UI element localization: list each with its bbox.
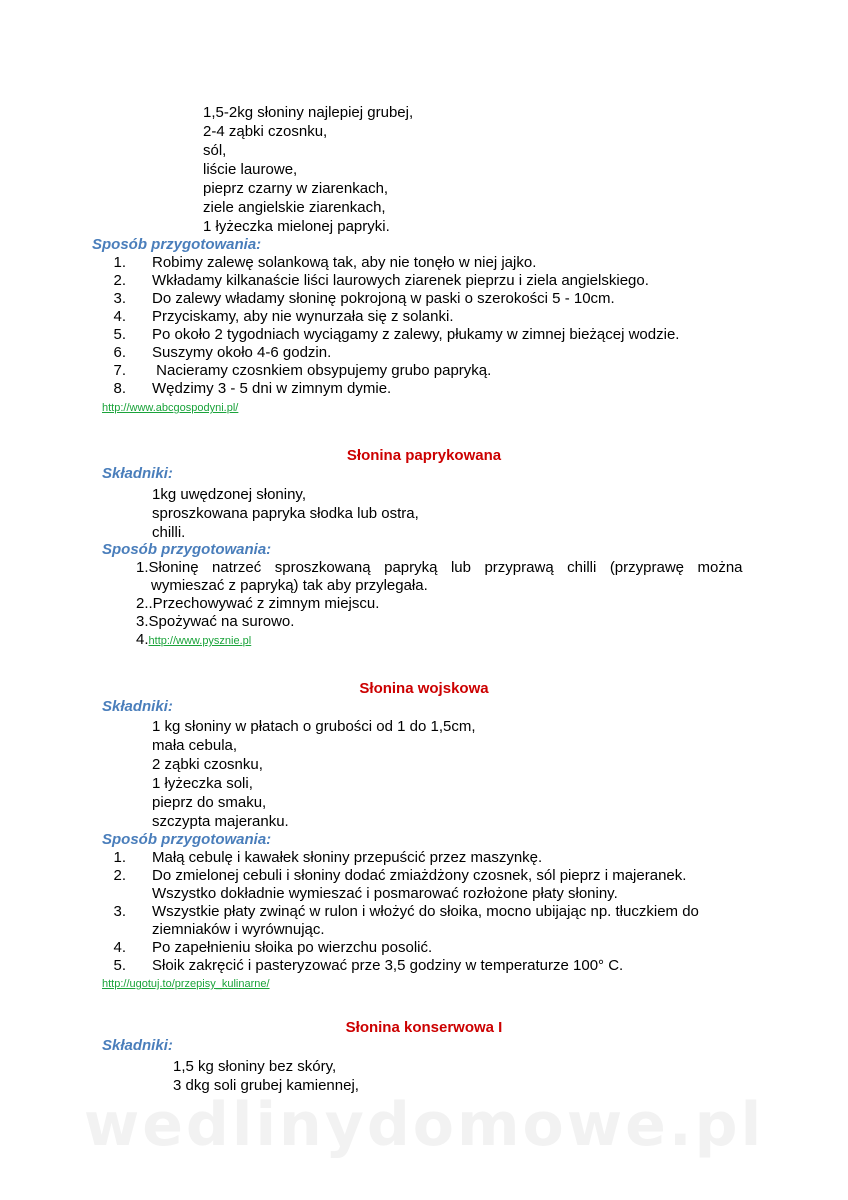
step-item bbox=[104, 867, 699, 885]
step-item bbox=[104, 921, 699, 939]
ingredient-item: liście laurowe, bbox=[203, 161, 298, 178]
step-number: 3. bbox=[113, 903, 126, 920]
recipe2-step-1-cont: wymieszać z papryką) tak aby przylegała. bbox=[151, 577, 428, 594]
step-text: Spożywać na surowo. bbox=[148, 613, 295, 630]
step-number: 6. bbox=[113, 344, 126, 361]
ingredient-item: sól, bbox=[203, 142, 227, 159]
step-text: Po około 2 tygodniach wyciągamy z zalewy, płukamy w zimnej bieżącej wodzie. bbox=[152, 326, 680, 343]
recipe4-title: Słonina konserwowa I bbox=[345, 1019, 503, 1036]
step-item bbox=[104, 344, 679, 362]
ingredient-item: pieprz do smaku, bbox=[152, 794, 267, 811]
step-number: 4. bbox=[113, 939, 126, 956]
step-text: Robimy zalewę solankową tak, aby nie tonęło w niej jajko. bbox=[152, 254, 537, 271]
step-text: Do zmielonej cebuli i słoniny dodać zmiażdżony czosnek, sól pieprz i majeranek. bbox=[152, 867, 687, 884]
step-number: 8. bbox=[113, 380, 126, 397]
step-number: 1. bbox=[113, 849, 126, 866]
step-number: 3. bbox=[136, 613, 149, 630]
recipe2-step-3 bbox=[136, 613, 294, 631]
step-number: 7. bbox=[113, 362, 126, 379]
recipe3-method-header: Sposób przygotowania: bbox=[102, 831, 272, 848]
ingredient-item: 1 łyżeczka mielonej papryki. bbox=[203, 218, 390, 235]
step-item bbox=[104, 903, 699, 921]
ingredient-item: 1 łyżeczka soli, bbox=[152, 775, 253, 792]
ingredient-item: mała cebula, bbox=[152, 737, 238, 754]
recipe4-ingredients-header: Składniki: bbox=[102, 1037, 173, 1054]
step-number: 5. bbox=[113, 957, 126, 974]
recipe2-ingredients-header: Składniki: bbox=[102, 465, 173, 482]
recipe1-ingredients bbox=[203, 103, 413, 236]
step-number: 1. bbox=[136, 559, 149, 576]
step-number: 5. bbox=[113, 326, 126, 343]
step-text: ziemniaków i wyrównując. bbox=[152, 921, 325, 938]
recipe2-step-2 bbox=[136, 595, 379, 613]
step-number: 4. bbox=[136, 631, 149, 648]
ingredient-item: ziele angielskie ziarenkach, bbox=[203, 199, 386, 216]
watermark: wedlinydomowe.pl bbox=[83, 1090, 765, 1160]
ingredient-item: 3 dkg soli grubej kamiennej, bbox=[173, 1077, 359, 1094]
step-text: .Przechowywać z zimnym miejscu. bbox=[148, 595, 380, 612]
step-text: Wszystkie płaty zwinąć w rulon i włożyć do słoika, mocno ubijając np. tłuczkiem do bbox=[152, 903, 699, 920]
recipe1-method-header: Sposób przygotowania: bbox=[92, 236, 262, 253]
step-text: Suszymy około 4-6 godzin. bbox=[152, 344, 332, 361]
step-number: 2. bbox=[113, 272, 126, 289]
step-item bbox=[104, 308, 679, 326]
step-text: Słoik zakręcić i pasteryzować prze 3,5 godziny w temperaturze 100° C. bbox=[152, 957, 624, 974]
ingredient-item: 1,5 kg słoniny bez skóry, bbox=[173, 1058, 337, 1075]
step-text: Po zapełnieniu słoika po wierzchu posolić. bbox=[152, 939, 433, 956]
ingredient-item: pieprz czarny w ziarenkach, bbox=[203, 180, 389, 197]
recipe2-source-link[interactable]: http://www.pysznie.pl bbox=[148, 635, 252, 647]
step-text: Słoninę natrzeć sproszkowaną papryką lub przyprawą chilli (przyprawę można bbox=[148, 559, 743, 576]
step-number: 4. bbox=[113, 308, 126, 325]
ingredient-item: chilli. bbox=[152, 524, 186, 541]
recipe2-ingredients bbox=[152, 485, 419, 542]
step-text: Wkładamy kilkanaście liści laurowych ziarenek pieprzu i ziela angielskiego. bbox=[152, 272, 649, 289]
step-text: Przyciskamy, aby nie wynurzała się z solanki. bbox=[152, 308, 454, 325]
recipe3-ingredients-header: Składniki: bbox=[102, 698, 173, 715]
recipe3-steps bbox=[104, 849, 699, 975]
step-number: 2. bbox=[113, 867, 126, 884]
step-item bbox=[104, 326, 679, 344]
recipe2-step-4 bbox=[136, 631, 251, 650]
ingredient-item: sproszkowana papryka słodka lub ostra, bbox=[152, 505, 419, 522]
recipe3-source-link[interactable]: http://ugotuj.to/przepisy_kulinarne/ bbox=[102, 978, 270, 990]
step-item bbox=[104, 380, 679, 398]
step-item bbox=[104, 290, 679, 308]
step-text: Wszystko dokładnie wymieszać i posmarować rozłożone płaty słoniny. bbox=[152, 885, 618, 902]
step-item bbox=[104, 957, 699, 975]
step-text: Wędzimy 3 - 5 dni w zimnym dymie. bbox=[152, 380, 392, 397]
step-number: 1. bbox=[113, 254, 126, 271]
step-text: Do zalewy władamy słoninę pokrojoną w paski o szerokości 5 - 10cm. bbox=[152, 290, 615, 307]
recipe3-ingredients bbox=[152, 717, 476, 831]
ingredient-item: szczypta majeranku. bbox=[152, 813, 289, 830]
ingredient-item: 1,5-2kg słoniny najlepiej grubej, bbox=[203, 104, 414, 121]
recipe2-title: Słonina paprykowana bbox=[346, 447, 502, 464]
ingredient-item: 2 ząbki czosnku, bbox=[152, 756, 263, 773]
recipe3-title: Słonina wojskowa bbox=[359, 680, 489, 697]
ingredient-item: 1kg uwędzonej słoniny, bbox=[152, 486, 306, 503]
ingredient-item: 2-4 ząbki czosnku, bbox=[203, 123, 328, 140]
step-number: 3. bbox=[113, 290, 126, 307]
recipe1-source-link[interactable]: http://www.abcgospodyni.pl/ bbox=[102, 402, 239, 414]
step-text: Nacieramy czosnkiem obsypujemy grubo papryką. bbox=[152, 362, 492, 379]
step-item bbox=[104, 362, 679, 380]
step-number: 2. bbox=[136, 595, 149, 612]
step-item bbox=[104, 272, 679, 290]
step-item bbox=[104, 939, 699, 957]
recipe2-step-1 bbox=[136, 559, 746, 577]
recipe2-method-header: Sposób przygotowania: bbox=[102, 541, 272, 558]
step-item bbox=[104, 885, 699, 903]
step-item bbox=[104, 254, 679, 272]
step-text: Małą cebulę i kawałek słoniny przepuścić przez maszynkę. bbox=[152, 849, 543, 866]
step-item bbox=[104, 849, 699, 867]
recipe1-steps bbox=[104, 254, 679, 398]
ingredient-item: 1 kg słoniny w płatach o grubości od 1 do 1,5cm, bbox=[152, 718, 476, 735]
